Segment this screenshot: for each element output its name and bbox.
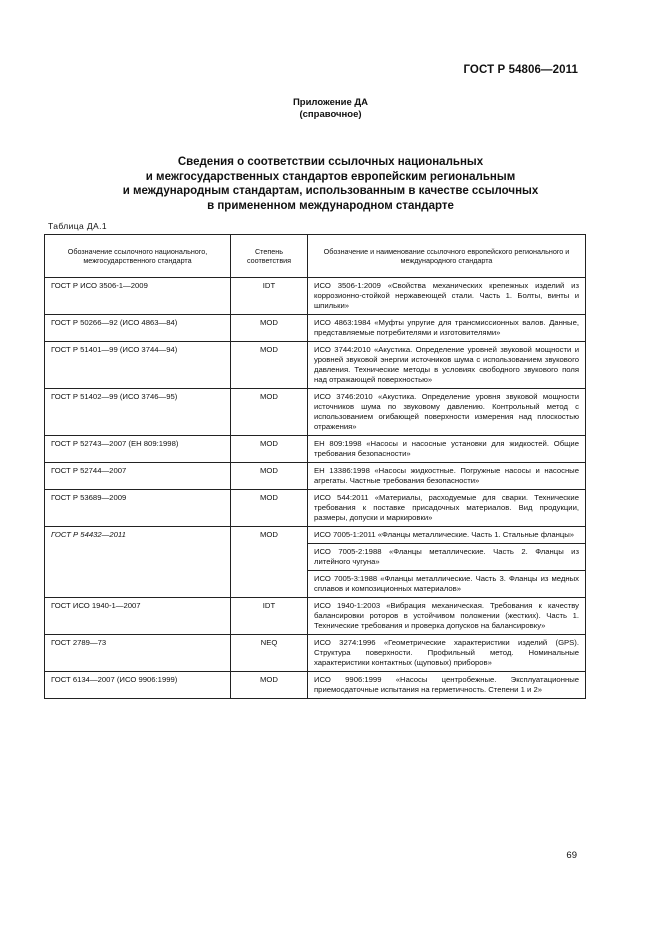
document-code: ГОСТ Р 54806—2011 <box>463 64 578 76</box>
table-row <box>45 490 586 527</box>
standard-cell: ГОСТ Р 50266—92 (ИСО 4863—84) <box>45 315 231 342</box>
page-number: 69 <box>566 850 577 861</box>
degree-cell: MOD <box>231 490 308 527</box>
reference-cell: ИСО 544:2011 «Материалы, расходуемые для сварки. Технические требования к поставке присадочных материалов. Вид продукции, размеры, допуски и маркировки» <box>308 490 586 527</box>
standard-cell: ГОСТ Р 52743—2007 (ЕН 809:1998) <box>45 436 231 463</box>
degree-cell: MOD <box>231 315 308 342</box>
degree-cell: IDT <box>231 278 308 315</box>
title-line: и межгосударственных стандартов европейским региональным <box>145 170 516 183</box>
standard-cell: ГОСТ ИСО 1940-1—2007 <box>45 598 231 635</box>
appendix-title: Приложение ДА <box>292 97 369 108</box>
reference-cell: ИСО 3746:2010 «Акустика. Определение уровня звуковой мощности источников шума по звуковому давлению. Контрольный метод с использованием огибающей поверхности измерения над плоскостью отражения» <box>308 389 586 436</box>
standard-cell: ГОСТ Р 51401—99 (ИСО 3744—94) <box>45 342 231 389</box>
table-row <box>45 463 586 490</box>
degree-cell: IDT <box>231 598 308 635</box>
degree-cell: MOD <box>231 389 308 436</box>
title-line: в примененном международном стандарте <box>207 199 454 212</box>
table-row <box>45 635 586 672</box>
reference-cell: ИСО 1940-1:2003 «Вибрация механическая. Требования к качеству балансировки роторов в устойчивом положении (жестких). Часть 1. Технические требования и проверка допусков на балансировку» <box>308 598 586 635</box>
table-header-row <box>45 235 586 278</box>
header-degree: Степень соответствия <box>231 235 308 278</box>
table-row <box>45 527 586 544</box>
standard-cell: ГОСТ 2789—73 <box>45 635 231 672</box>
correspondence-table <box>44 234 586 699</box>
table-caption: Таблица ДА.1 <box>48 221 108 231</box>
reference-cell: ИСО 3274:1996 «Геометрические характеристики изделий (GPS). Структура поверхности. Профильный метод. Номинальные характеристики контактных (щуповых) приборов» <box>308 635 586 672</box>
reference-cell: ИСО 3506-1:2009 «Свойства механических крепежных изделий из коррозионно-стойкой нержавеющей стали. Часть 1. Болты, винты и шпильки» <box>308 278 586 315</box>
degree-cell: MOD <box>231 463 308 490</box>
appendix-subtitle: (справочное) <box>299 109 362 120</box>
header-reference: Обозначение и наименование ссылочного европейского регионального и международного стандарта <box>308 235 586 278</box>
standard-cell: ГОСТ Р 54432—2011 <box>45 527 231 598</box>
reference-cell: ИСО 7005-1:2011 «Фланцы металлические. Часть 1. Стальные фланцы» <box>308 527 586 544</box>
degree-cell: MOD <box>231 527 308 598</box>
table-row <box>45 598 586 635</box>
section-title <box>0 155 661 213</box>
appendix-heading <box>0 97 661 121</box>
reference-cell: ИСО 7005-2:1988 «Фланцы металлические. Часть 2. Фланцы из литейного чугуна» <box>308 544 586 571</box>
table-row <box>45 315 586 342</box>
header-standard: Обозначение ссылочного национального, межгосударственного стандарта <box>45 235 231 278</box>
standard-cell: ГОСТ Р ИСО 3506-1—2009 <box>45 278 231 315</box>
reference-cell: ЕН 13386:1998 «Насосы жидкостные. Погружные насосы и насосные агрегаты. Частные требования безопасности» <box>308 463 586 490</box>
standard-cell: ГОСТ Р 51402—99 (ИСО 3746—95) <box>45 389 231 436</box>
reference-cell: ИСО 9906:1999 «Насосы центробежные. Эксплуатационные приемосдаточные испытания на герметичность. Степени 1 и 2» <box>308 672 586 699</box>
reference-cell: ИСО 4863:1984 «Муфты упругие для трансмиссионных валов. Данные, представляемые потребителями и изготовителями» <box>308 315 586 342</box>
table-row <box>45 436 586 463</box>
degree-cell: MOD <box>231 672 308 699</box>
reference-cell: ИСО 3744:2010 «Акустика. Определение уровней звуковой мощности и уровней звуковой энергии источников шума с использованием звукового давления. Технические методы в условиях свободного звукового поля над отражающей поверхностью» <box>308 342 586 389</box>
standard-cell: ГОСТ Р 52744—2007 <box>45 463 231 490</box>
degree-cell: MOD <box>231 436 308 463</box>
reference-cell: ЕН 809:1998 «Насосы и насосные установки для жидкостей. Общие требования безопасности» <box>308 436 586 463</box>
title-line: и международным стандартам, использованным в качестве ссылочных <box>122 185 539 197</box>
table-row <box>45 278 586 315</box>
standard-cell: ГОСТ 6134—2007 (ИСО 9906:1999) <box>45 672 231 699</box>
title-line: Сведения о соответствии ссылочных национальных <box>177 156 484 168</box>
table-row <box>45 672 586 699</box>
standard-cell: ГОСТ Р 53689—2009 <box>45 490 231 527</box>
table-row <box>45 389 586 436</box>
degree-cell: MOD <box>231 342 308 389</box>
reference-cell: ИСО 7005-3:1988 «Фланцы металлические. Часть 3. Фланцы из медных сплавов и композиционных материалов» <box>308 571 586 598</box>
table-row <box>45 342 586 389</box>
degree-cell: NEQ <box>231 635 308 672</box>
